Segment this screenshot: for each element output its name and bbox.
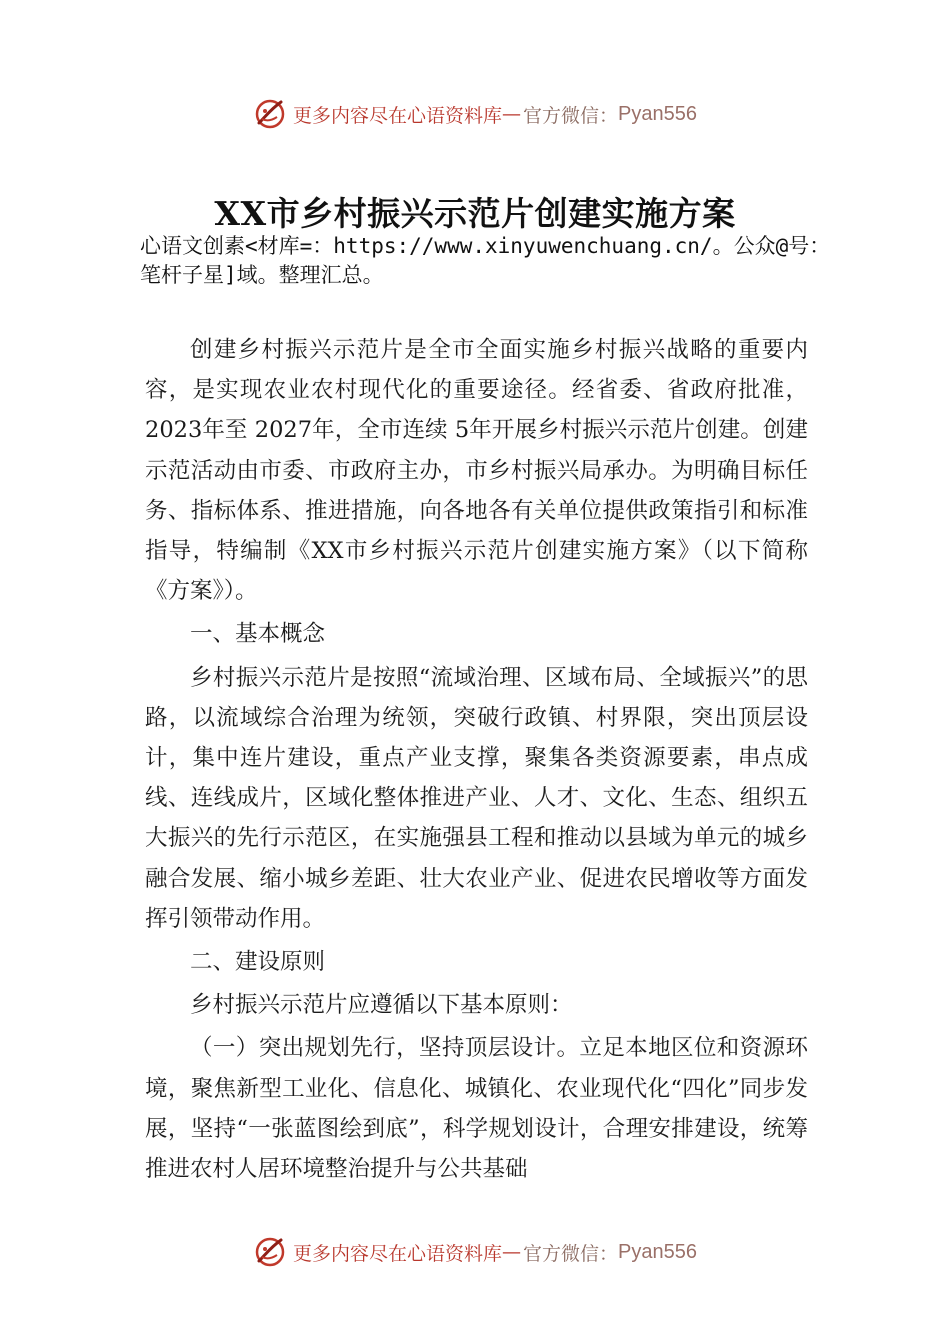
paragraph-intro: 创建乡村振兴示范片是全市全面实施乡村振兴战略的重要内容，是实现农业农村现代化的重要途径。经省委、省政府批准，2023年至 2027年，全市连续 5年开展乡村振兴示范片创建。创建示范活动由市委、市政府主办，市乡村振兴局承办。为明确目标任务、指标体系、推进措施，向各地各有关单位提供政策指引和标准指导，特编制《XX市乡村振兴示范片创建实施方案》（以下简称《方案》）。 — [145, 337, 808, 605]
paragraph-principle-1: （一）突出规划先行，坚持顶层设计。立足本地区位和资源环境，聚焦新型工业化、信息化、城镇化、农业现代化“四化”同步发展，坚持“一张蓝图绘到底”，科学规划设计，合理安排建设，统筹推进农村人居环境整治提升与公共基础 — [145, 1035, 808, 1183]
banner-separator: — — [502, 103, 522, 125]
banner-wechat-label: 官方微信： — [523, 1242, 619, 1265]
section-heading-2: 二、建设原则 — [190, 949, 326, 976]
section-heading-1: 一、基本概念 — [190, 621, 326, 648]
brush-logo-icon — [253, 97, 287, 131]
banner-wechat-id: Pyan556 — [618, 1240, 697, 1263]
document-body — [145, 330, 808, 1189]
document-title: XX市乡村振兴示范片创建实施方案 — [214, 194, 736, 233]
banner-red-text: 更多内容尽在心语资料库 — [293, 1242, 503, 1265]
banner-wechat-label: 官方微信： — [523, 104, 619, 127]
banner-separator: — — [502, 1241, 522, 1263]
banner-wechat-id: Pyan556 — [618, 102, 697, 125]
header-banner — [0, 92, 950, 136]
banner-red-text: 更多内容尽在心语资料库 — [293, 104, 503, 127]
footer-banner — [0, 1230, 950, 1274]
brush-logo-icon — [253, 1235, 287, 1269]
source-line: 心语文创素<材库=：https://www.xinyuwenchuang.cn/。公众@号：笔杆子星]域。整理汇总。 — [140, 234, 831, 287]
paragraph-principles-intro: 乡村振兴示范片应遵循以下基本原则： — [190, 992, 573, 1019]
paragraph-concept: 乡村振兴示范片是按照“流域治理、区域布局、全域振兴”的思路，以流域综合治理为统领，突破行政镇、村界限，突出顶层设计，集中连片建设，重点产业支撑，聚集各类资源要素，串点成线、连线成片，区域化整体推进产业、人才、文化、生态、组织五大振兴的先行示范区，在实施强县工程和推动以县域为单元的城乡融合发展、缩小城乡差距、壮大农业产业、促进农民增收等方面发挥引领带动作用。 — [145, 664, 808, 932]
